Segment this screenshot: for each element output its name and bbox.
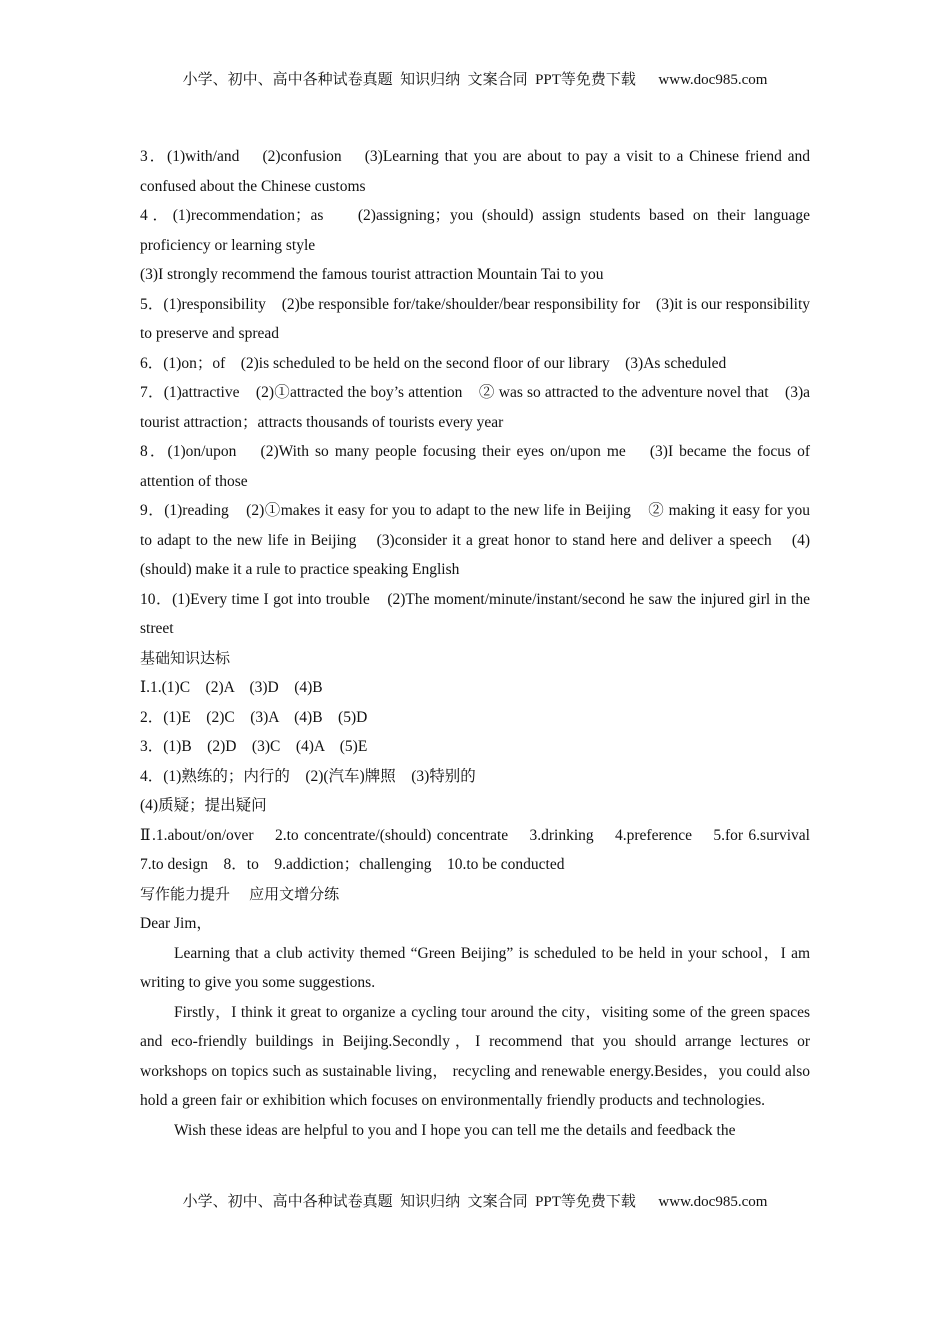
basic-line-3: 3．(1)B (2)D (3)C (4)A (5)E	[140, 738, 368, 755]
writing-heading: 写作能力提升 应用文增分练	[140, 884, 340, 903]
answer-5: 5．(1)responsibility (2)be responsible for/take/shoulder/bear responsibility for (3)it is our responsibility to preserve and spread	[140, 295, 814, 342]
answer-10: 10．(1)Every time I got into trouble (2)The moment/minute/instant/second he saw the injured girl in the street	[140, 590, 814, 637]
answer-4: 4．(1)recommendation；as (2)assigning；you (should) assign students based on their language proficiency or learning style	[140, 207, 814, 254]
answer-7: 7．(1)attractive (2)①attracted the boy’s attention ② was so attracted to the adventure novel that (3)a tourist attraction；attracts thousands of tourists every year	[140, 384, 814, 431]
letter-salutation: Dear Jim，	[140, 915, 212, 932]
answer-3: 3．(1)with/and (2)confusion (3)Learning that you are about to pay a visit to a Chinese friend and confused about the Chinese customs	[140, 148, 814, 195]
page-header: 小学、初中、高中各种试卷真题 知识归纳 文案合同 PPT等免费下载 www.doc985.com	[182, 72, 768, 88]
basic-line-1: Ⅰ.1.(1)C (2)A (3)D (4)B	[140, 679, 323, 696]
basic-line-4: 4．(1)熟练的；内行的 (2)(汽车)牌照 (3)特别的	[140, 767, 476, 785]
basic-line-5: (4)质疑；提出疑问	[140, 797, 267, 814]
document-body	[140, 142, 826, 1145]
basic-line-6: Ⅱ.1.about/on/over 2.to concentrate/(should) concentrate 3.drinking 4.preference 5.for 6.survival 7.to design 8．to 9.addiction；challenging 10.to be conducted	[140, 826, 826, 873]
page-footer: 小学、初中、高中各种试卷真题 知识归纳 文案合同 PPT等免费下载 www.doc985.com	[182, 1194, 768, 1210]
basic-line-2: 2．(1)E (2)C (3)A (4)B (5)D	[140, 708, 368, 726]
letter-paragraph-2: Firstly，I think it great to organize a cycling tour around the city，visiting some of the green spaces and eco-friendly buildings in Beijing.Secondly，I recommend that you should arrange lectures or workshops on topics such as sustainable living， recycling and renewable energy.Besides，you could also hold a green fair or exhibition which focuses on environmentally friendly products and technologies.	[140, 1003, 810, 1109]
basic-knowledge-heading: 基础知识达标	[140, 648, 231, 667]
answer-9: 9．(1)reading (2)①makes it easy for you to adapt to the new life in Beijing ② making it easy for you to adapt to the new life in Beijing (3)consider it a great honor to stand here and deliver a speech (4)(should) make it a rule to practice speaking English	[140, 502, 814, 578]
answer-8: 8．(1)on/upon (2)With so many people focusing their eyes on/upon me (3)I became the focus of attention of those	[140, 443, 814, 490]
letter-paragraph-1: Learning that a club activity themed “Green Beijing” is scheduled to be held in your school，I am writing to give you some suggestions.	[140, 944, 810, 991]
answer-4-3: (3)I strongly recommend the famous tourist attraction Mountain Tai to you	[140, 266, 604, 283]
answer-6: 6．(1)on；of (2)is scheduled to be held on the second floor of our library (3)As scheduled	[140, 354, 727, 372]
letter-paragraph-3: Wish these ideas are helpful to you and I hope you can tell me the details and feedback the	[174, 1121, 736, 1139]
